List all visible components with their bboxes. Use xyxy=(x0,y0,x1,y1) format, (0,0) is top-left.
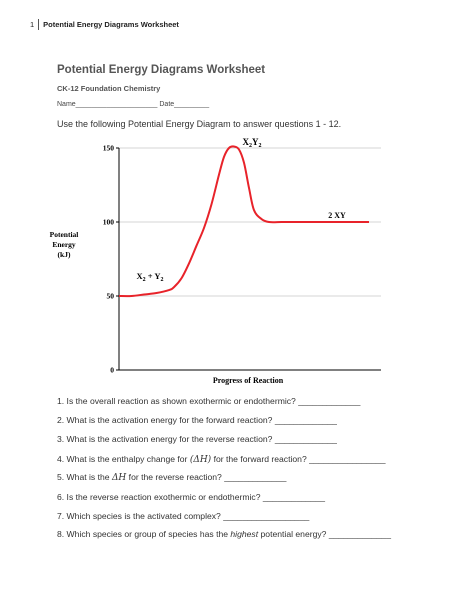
emphasis: highest xyxy=(230,529,259,539)
question-text: 4. What is the enthalpy change for xyxy=(57,454,190,464)
question-3 xyxy=(57,434,337,444)
page-title: Potential Energy Diagrams Worksheet xyxy=(57,64,266,76)
question-text: 7. Which species is the activated complex? __________________ xyxy=(57,511,310,521)
y-tick-label: 50 xyxy=(106,291,114,301)
question-5 xyxy=(57,472,286,483)
page-number: 1 xyxy=(30,19,39,30)
y-label-2: Energy xyxy=(52,240,76,249)
delta-h-symbol: ΔH xyxy=(111,473,127,483)
question-text: 1. Is the overall reaction as shown exothermic or endothermic? _____________ xyxy=(57,396,361,406)
y-label-3: (kJ) xyxy=(57,250,71,259)
page-subtitle: CK-12 Foundation Chemistry xyxy=(57,84,161,93)
question-4 xyxy=(57,454,386,465)
header-title: Potential Energy Diagrams Worksheet xyxy=(43,20,179,29)
name-date-line: Name_____________________ Date_________ xyxy=(57,101,210,108)
question-text: 2. What is the activation energy for the forward reaction? _____________ xyxy=(57,415,337,425)
question-text: 5. What is the xyxy=(57,472,112,482)
question-8 xyxy=(57,529,391,539)
question-text: 6. Is the reverse reaction exothermic or endothermic? _____________ xyxy=(57,492,326,502)
y-tick-label: 0 xyxy=(110,365,114,375)
x-axis-label: Progress of Reaction xyxy=(212,376,284,385)
question-6 xyxy=(57,492,325,502)
question-1 xyxy=(57,396,360,406)
question-2 xyxy=(57,415,337,425)
instructions: Use the following Potential Energy Diagram to answer questions 1 - 12. xyxy=(57,119,342,129)
question-text: for the forward reaction? ________________ xyxy=(211,454,386,464)
question-7 xyxy=(57,511,309,521)
reactants-label: $X_2 + Y_2$ xyxy=(136,271,164,283)
complex-label: $X_2Y_2$ xyxy=(242,137,262,149)
products-label: 2 XY xyxy=(328,211,346,220)
question-text: for the reverse reaction? _____________ xyxy=(126,472,287,482)
y-tick-label: 100 xyxy=(102,217,114,227)
y-label-1: Potential xyxy=(49,230,79,239)
delta-h-symbol: (ΔH) xyxy=(189,455,212,465)
question-text: 8. Which species or group of species has the xyxy=(57,529,231,539)
y-tick-label: 150 xyxy=(102,143,114,153)
question-text: 3. What is the activation energy for the reverse reaction? _____________ xyxy=(57,434,337,444)
question-text: potential energy? _____________ xyxy=(258,529,391,539)
